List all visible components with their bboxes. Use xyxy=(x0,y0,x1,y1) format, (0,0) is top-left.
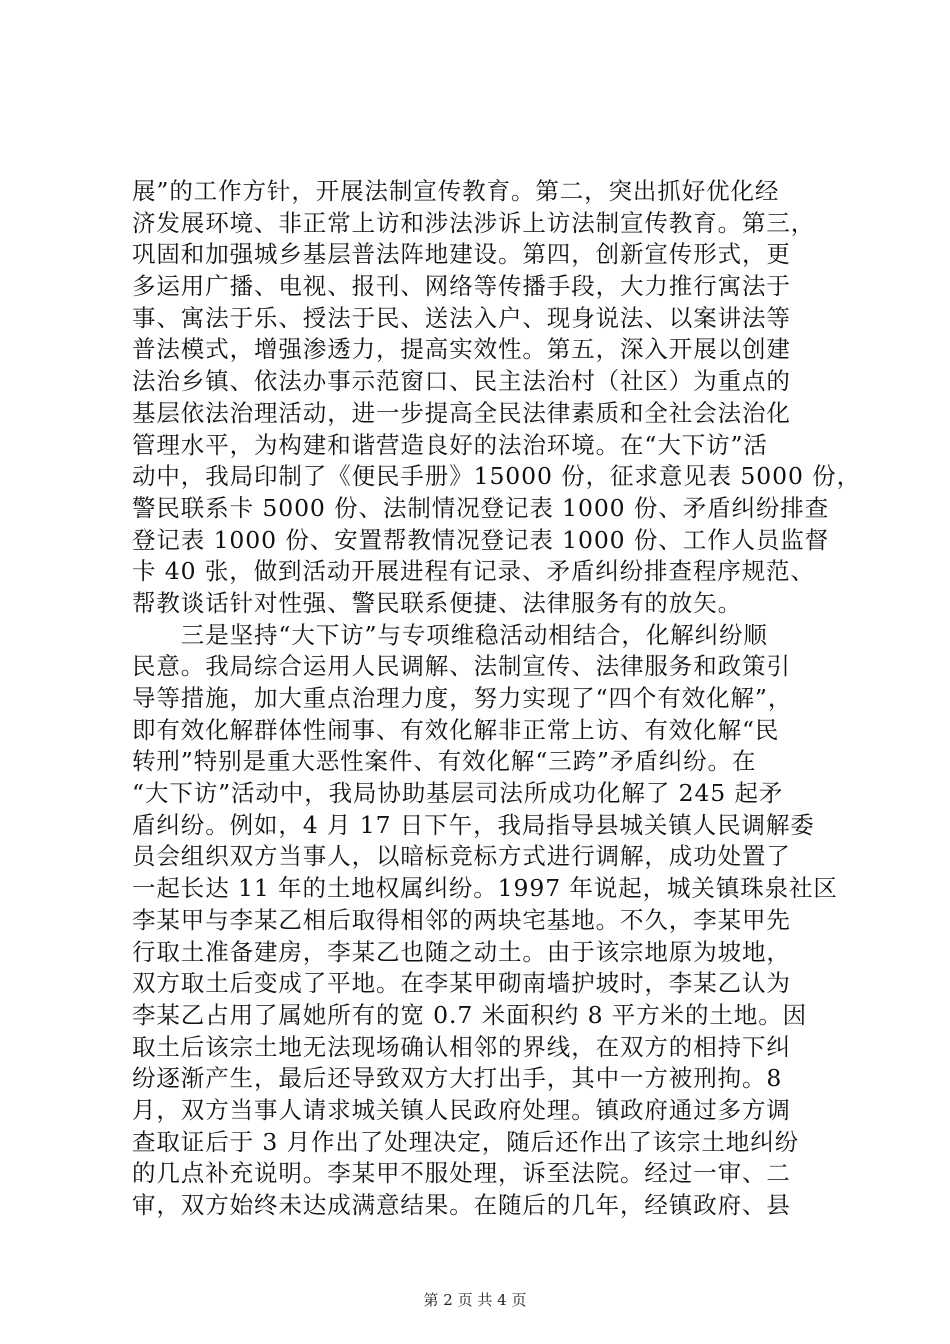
text-line: 转刑”特别是重大恶性案件、有效化解“三跨”矛盾纠纷。在 xyxy=(132,747,757,776)
text-line: 事、寓法于乐、授法于民、送法入户、现身说法、以案讲法等 xyxy=(132,303,791,332)
text-line: 法治乡镇、依法办事示范窗口、民主法治村（社区）为重点的 xyxy=(132,367,791,396)
text-line: 行取土准备建房，李某乙也随之动土。由于该宗地原为坡地， xyxy=(132,937,791,966)
text-line: 民意。我局综合运用人民调解、法制宣传、法律服务和政策引 xyxy=(132,652,791,681)
text-line: 盾纠纷。例如，4 月 17 日下午，我局指导县城关镇人民调解委 xyxy=(132,810,815,839)
text-line: 导等措施，加大重点治理力度，努力实现了“四个有效化解”， xyxy=(132,684,793,712)
text-line: 帮教谈话针对性强、警民联系便捷、法律服务有的放矢。 xyxy=(132,588,742,617)
text-line: 李某甲与李某乙相后取得相邻的两块宅基地。不久，李某甲先 xyxy=(132,905,791,934)
text-line: 的几点补充说明。李某甲不服处理，诉至法院。经过一审、二 xyxy=(132,1159,791,1188)
text-line: 动中，我局印制了《便民手册》15000 份，征求意见表 5000 份， xyxy=(132,462,861,491)
text-line: 济发展环境、非正常上访和涉法涉诉上访法制宣传教育。第三， xyxy=(132,208,816,237)
text-line: 卡 40 张，做到活动开展进程有记录、矛盾纠纷排查程序规范、 xyxy=(132,557,815,586)
text-line: 即有效化解群体性闹事、有效化解非正常上访、有效化解“民 xyxy=(132,715,780,744)
text-line: 双方取土后变成了平地。在李某甲砌南墙护坡时，李某乙认为 xyxy=(132,969,791,998)
text-line: 登记表 1000 份、安置帮教情况登记表 1000 份、工作人员监督 xyxy=(132,525,830,554)
text-line: 基层依法治理活动，进一步提高全民法律素质和全社会法治化 xyxy=(132,398,791,427)
text-line: 管理水平，为构建和谐营造良好的法治环境。在“大下访”活 xyxy=(132,430,768,459)
text-line: 警民联系卡 5000 份、法制情况登记表 1000 份、矛盾纠纷排查 xyxy=(132,493,830,522)
page-number-footer: 第 2 页 共 4 页 xyxy=(423,1291,527,1309)
text-line: 李某乙占用了属她所有的宽 0.7 米面积约 8 平方米的土地。因 xyxy=(132,1000,808,1029)
text-line: 多运用广播、电视、报刊、网络等传播手段，大力推行寓法于 xyxy=(132,272,791,301)
text-line: 展”的工作方针，开展法制宣传教育。第二，突出抓好优化经 xyxy=(132,177,780,205)
text-line: 一起长达 11 年的土地权属纠纷。1997 年说起，城关镇珠泉社区 xyxy=(132,874,838,903)
text-line: 月，双方当事人请求城关镇人民政府处理。镇政府通过多方调 xyxy=(132,1095,791,1124)
text-line: 审，双方始终未达成满意结果。在随后的几年，经镇政府、县 xyxy=(132,1191,791,1219)
text-line: 巩固和加强城乡基层普法阵地建设。第四，创新宣传形式，更 xyxy=(132,240,791,269)
text-line: 三是坚持“大下访”与专项维稳活动相结合，化解纠纷顺 xyxy=(132,620,768,649)
text-line: “大下访”活动中，我局协助基层司法所成功化解了 245 起矛 xyxy=(132,779,784,808)
text-line: 普法模式，增强渗透力，提高实效性。第五，深入开展以创建 xyxy=(132,335,791,364)
text-line: 取土后该宗土地无法现场确认相邻的界线，在双方的相持下纠 xyxy=(132,1032,791,1061)
text-line: 员会组织双方当事人，以暗标竞标方式进行调解，成功处置了 xyxy=(132,842,791,871)
body-text xyxy=(132,176,861,1222)
text-line: 纷逐渐产生，最后还导致双方大打出手，其中一方被刑拘。8 xyxy=(132,1064,783,1093)
text-line: 查取证后于 3 月作出了处理决定，随后还作出了该宗土地纠纷 xyxy=(132,1127,799,1156)
